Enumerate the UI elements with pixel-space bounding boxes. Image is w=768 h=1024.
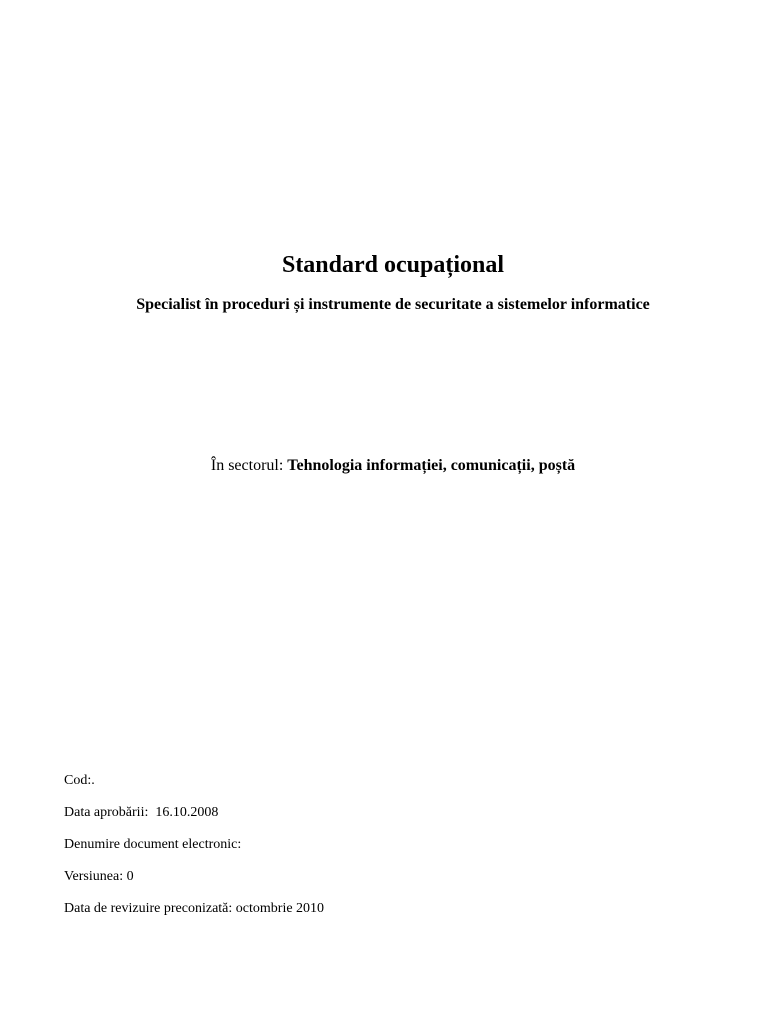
document-title: Standard ocupațional	[281, 252, 505, 278]
meta-data-aprobarii-value: 16.10.2008	[155, 805, 219, 820]
document-subtitle: Specialist în proceduri și instrumente de securitate a sistemelor informatice	[136, 296, 650, 313]
meta-data-revizuire-label: Data de revizuire preconizată:	[64, 901, 233, 916]
meta-denumire-document	[64, 837, 241, 853]
meta-data-revizuire-value: octombrie 2010	[235, 901, 325, 916]
meta-data-aprobarii	[64, 805, 218, 821]
meta-cod-value: .	[91, 773, 95, 788]
sector-value: Tehnologia informației, comunicații, poștă	[287, 457, 576, 474]
meta-versiunea	[64, 869, 134, 885]
meta-denumire-document-label: Denumire document electronic:	[64, 837, 242, 852]
meta-data-revizuire	[64, 901, 324, 917]
meta-versiunea-label: Versiunea:	[64, 869, 124, 884]
meta-cod	[64, 773, 95, 789]
sector-line	[0, 457, 768, 475]
sector-label: În sectorul:	[210, 457, 288, 474]
meta-cod-label: Cod:	[64, 773, 92, 788]
meta-versiunea-value: 0	[126, 869, 134, 884]
meta-data-aprobarii-label: Data aprobării:	[64, 805, 149, 820]
